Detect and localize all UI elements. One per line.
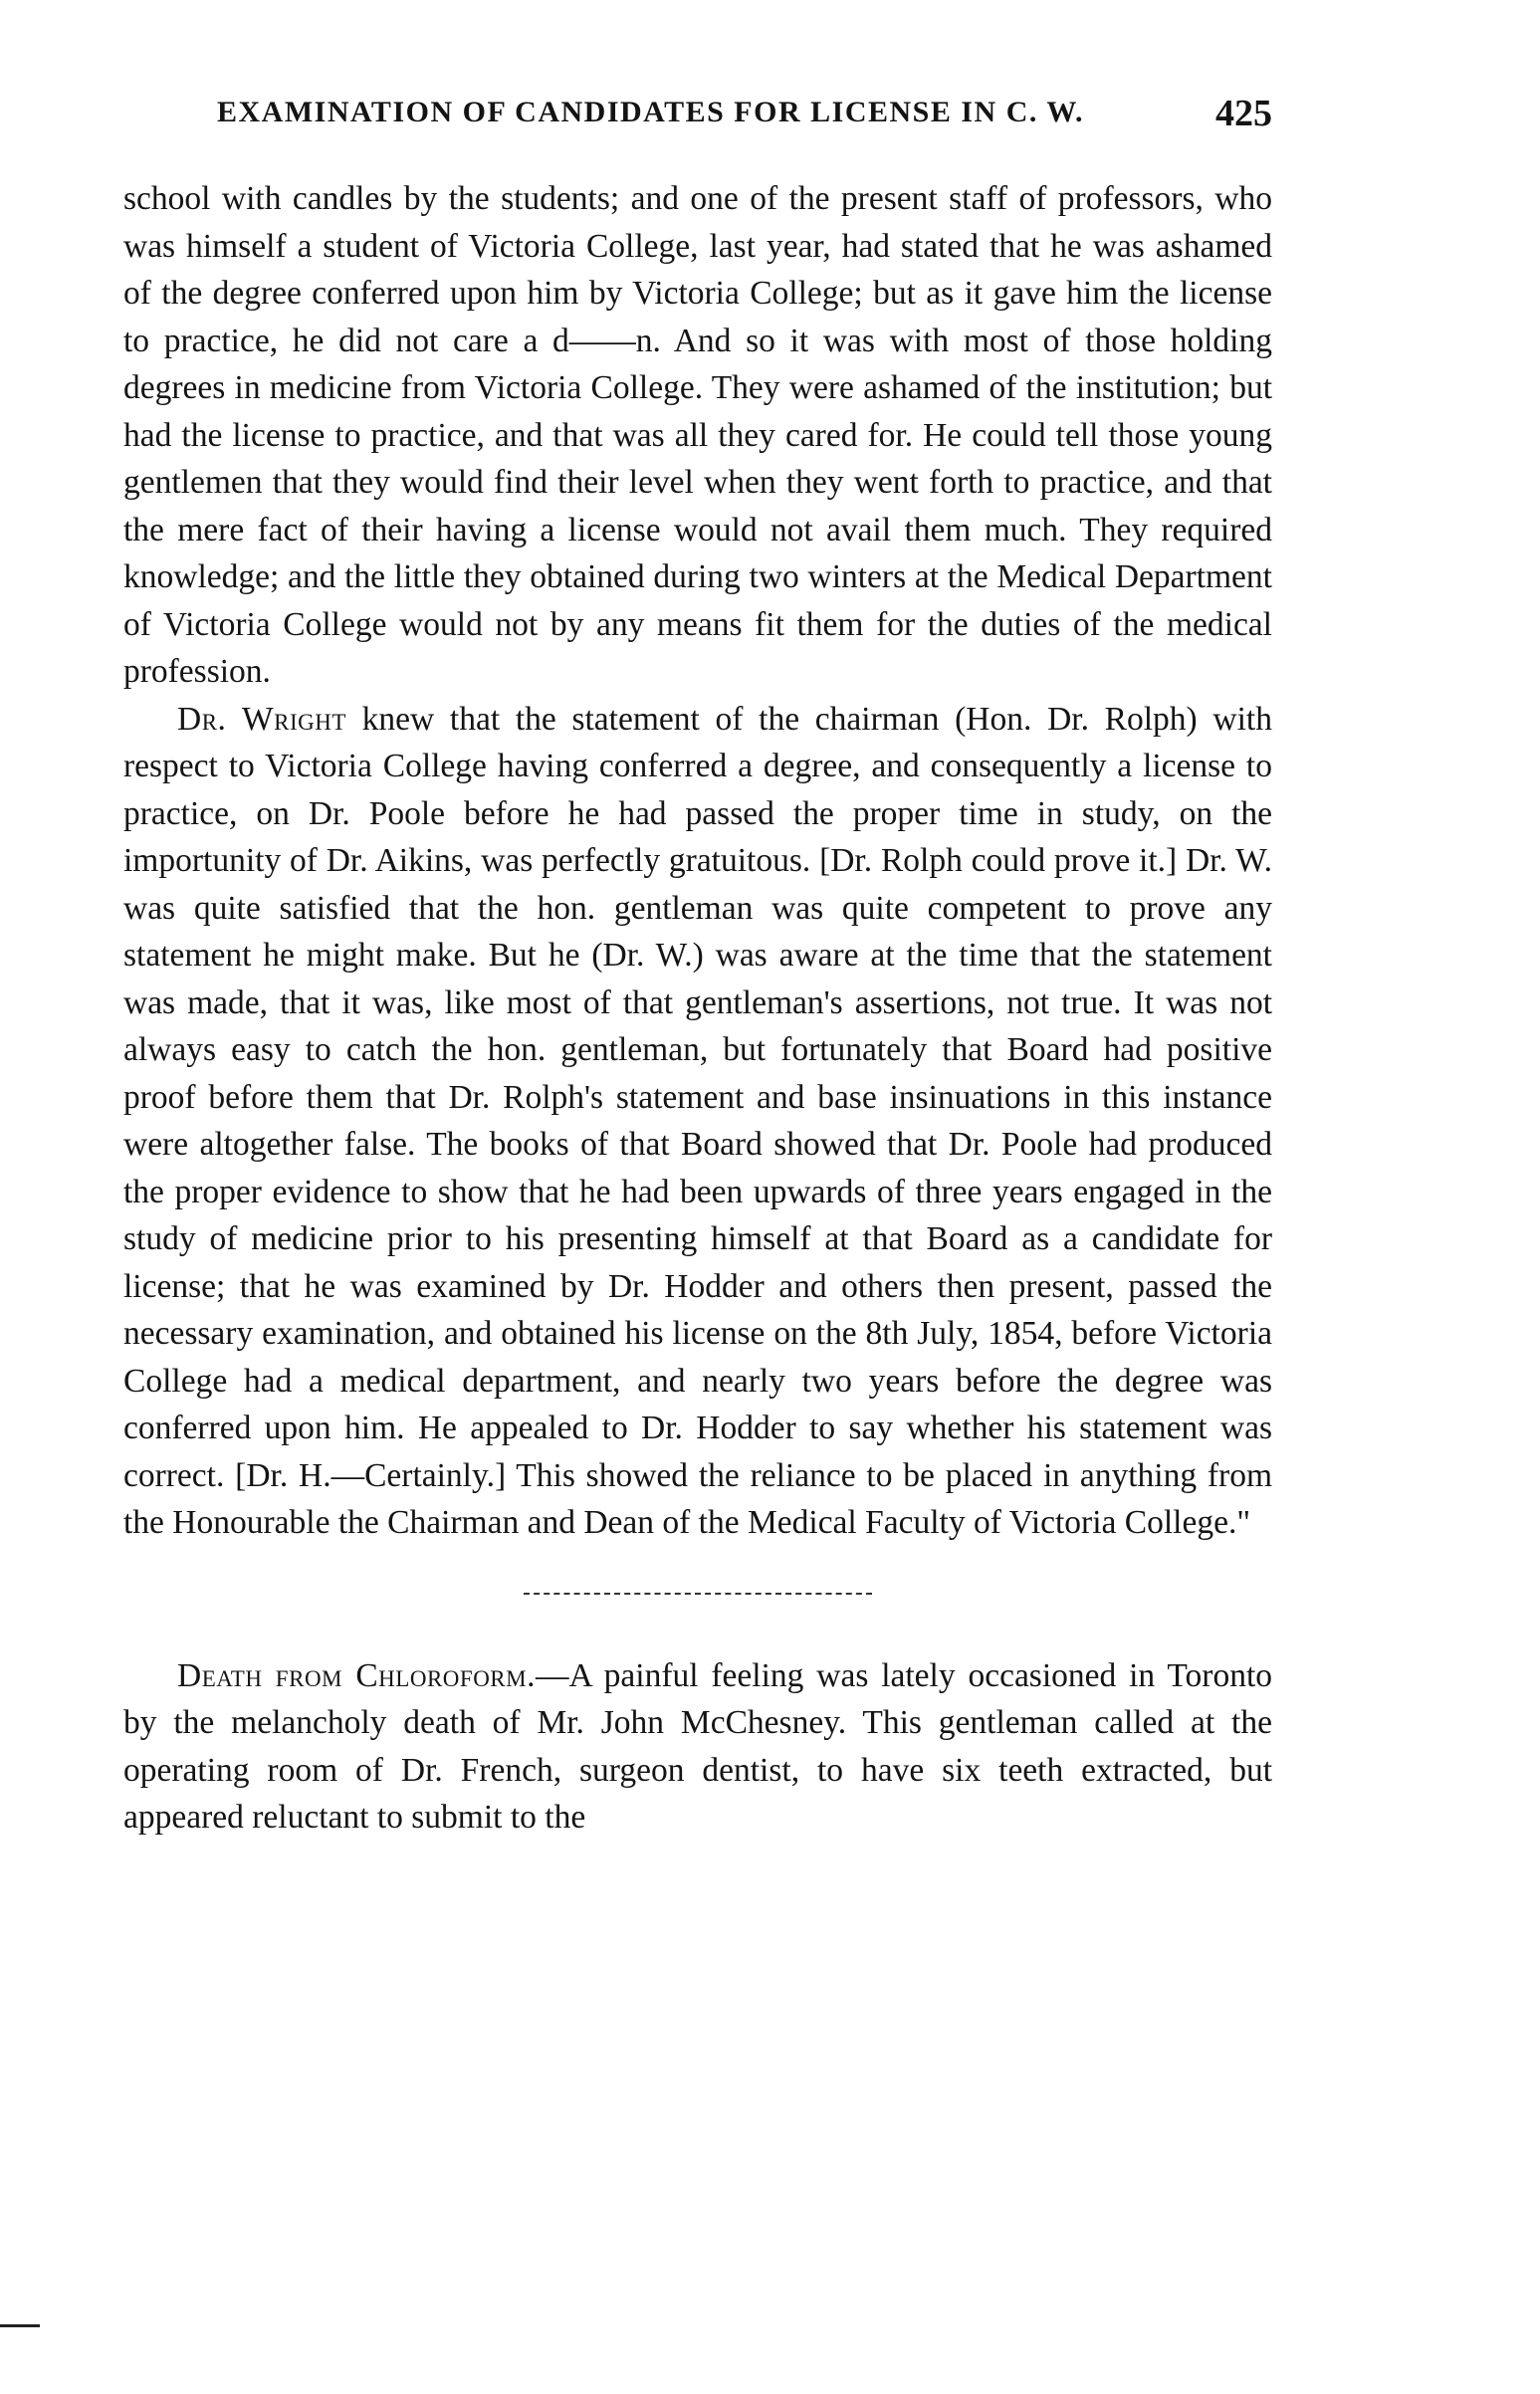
paragraph-3 — [123, 1652, 1272, 1842]
section-heading: Death from Chloroform. — [177, 1656, 536, 1694]
paragraph-3-text: —A painful feeling was lately occasioned in Toronto by the melancholy death of Mr. John McChesney. This gentleman called at the operating room of Dr. French, surgeon dentist, to have six teeth extracted, but appeared reluctant to submit to the — [123, 1656, 1272, 1836]
running-head: EXAMINATION OF CANDIDATES FOR LICENSE IN C. W. — [217, 96, 1085, 128]
section-divider — [524, 1593, 872, 1597]
paragraph-2 — [123, 696, 1272, 1547]
margin-mark — [0, 2324, 40, 2327]
page-number: 425 — [1215, 93, 1272, 134]
paragraph-1: school with candles by the students; and one of the present staff of professors, who was himself a student of Victoria College, last year, had stated that he was ashamed of the degree conferred upon him by Victoria College; but as it gave him the license to practice, he did not care a d——n. And so it was with most of those holding degrees in medicine from Victoria College. They were ashamed of the institution; but had the license to practice, and that was all they cared for. He could tell those young gentlemen that they would find their level when they went forth to practice, and that the mere fact of their having a license would not avail them much. They required knowledge; and the little they obtained during two winters at the Medical Department of Victoria College would not by any means fit them for the duties of the medical profession. — [123, 180, 1272, 690]
speaker-name: Dr. Wright — [177, 700, 346, 738]
paragraph-2-text: knew that the statement of the chairman (Hon. Dr. Rolph) with respect to Victoria College having conferred a degree, and consequently a license to practice, on Dr. Poole before he had passed the proper time in study, on the importunity of Dr. Aikins, was perfectly gratuitous. [Dr. Rolph could prove it.] Dr. W. was quite satisfied that the hon. gentleman was quite competent to prove any statement he might make. But he (Dr. W.) was aware at the time that the statement was made, that it was, like most of that gentleman's assertions, not true. It was not always easy to catch the hon. gentleman, but fortunately that Board had positive proof before them that Dr. Rolph's statement and base insinuations in this instance were altogether false. The books of that Board showed that Dr. Poole had produced the proper evidence to show that he had been upwards of three years engaged in the study of medicine prior to his presenting himself at that Board as a candidate for license; that he was examined by Dr. Hodder and others then present, passed the necessary examination, and obtained his license on the 8th July, 1854, before Victoria College had a medical department, and nearly two years before the degree was conferred upon him. He appealed to Dr. Hodder to say whether his statement was correct. [Dr. H.—Certainly.] This showed the reliance to be placed in anything from the Honourable the Chairman and Dean of the Medical Faculty of Victoria College." — [123, 700, 1272, 1541]
page-header — [217, 93, 1272, 145]
article-body — [123, 175, 1272, 1842]
